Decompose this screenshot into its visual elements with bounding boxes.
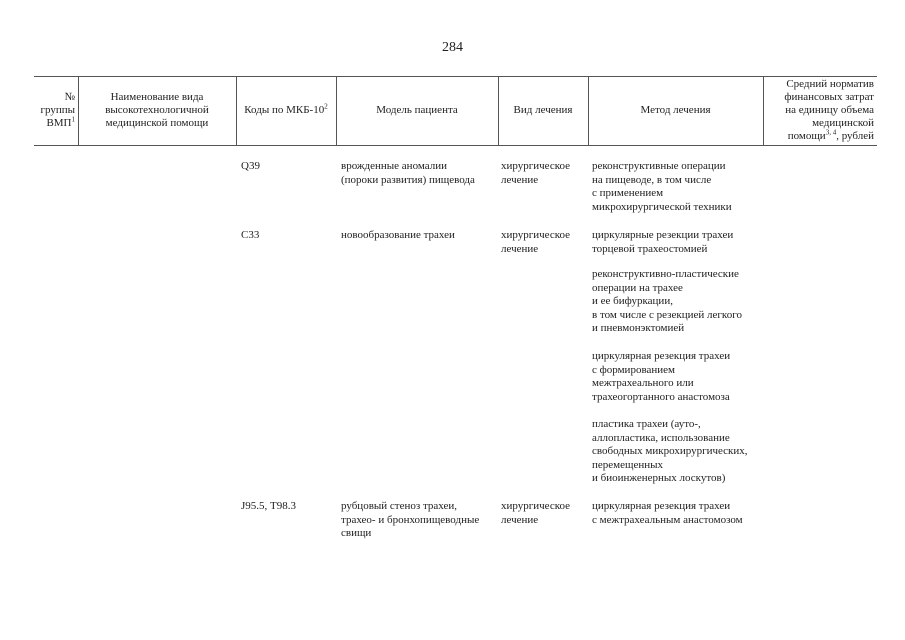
- header-treatment-type: [498, 76, 588, 145]
- row-3-method-1: циркулярная резекция трахеи с межтрахеальным анастомозом: [592, 500, 743, 526]
- header-patient-model: [336, 76, 498, 145]
- row-2-patient-model: новообразование трахеи: [341, 229, 455, 241]
- header-treatment-method-text: Метод лечения: [640, 104, 711, 116]
- row-3-treatment-type: хирургическое лечение: [501, 500, 571, 526]
- row-1-code: Q39: [241, 160, 260, 172]
- row-2-code: С33: [241, 229, 260, 241]
- row-1-method-1: реконструктивные операции на пищеводе, в том числе с применением микрохирургической техники: [592, 160, 732, 213]
- row-2-method-4: пластика трахеи (ауто-, аллопластика, использование свободных микрохирургических, перемещенных и биоинженерных лоскутов): [592, 418, 748, 485]
- row-2-method-3: циркулярная резекция трахеи с формированием межтрахеального или трахеогортанного анастомоза: [592, 350, 731, 403]
- row-3-code: J95.5, Т98.3: [241, 500, 296, 512]
- header-treatment-type-text: Вид лечения: [513, 104, 573, 116]
- header-cost-standard-unit: , рублей: [836, 130, 874, 142]
- row-1-patient-model: врожденные аномалии (пороки развития) пищевода: [341, 160, 475, 186]
- header-icd-codes: [236, 76, 336, 145]
- header-care-type: [78, 76, 236, 145]
- row-2-method-2: реконструктивно-пластические операции на трахее и ее бифуркации, в том числе с резекцией легкого и пневмонэктомией: [592, 268, 742, 335]
- footnote-2: 2: [324, 102, 328, 111]
- row-2-method-1: циркулярные резекции трахеи торцевой трахеостомией: [592, 229, 734, 255]
- header-care-type-text: Наименование вида высокотехнологичной медицинской помощи: [105, 91, 209, 129]
- footnote-3-4: 3, 4: [825, 128, 837, 137]
- row-3-patient-model: рубцовый стеноз трахеи, трахео- и бронхопищеводные свищи: [341, 500, 480, 540]
- header-group-number: [34, 76, 78, 145]
- footnote-1: 1: [71, 115, 75, 124]
- row-1-treatment-type: хирургическое лечение: [501, 160, 571, 186]
- page-number: 284: [442, 40, 463, 55]
- header-group-number-text: № группы ВМП: [40, 91, 75, 129]
- header-patient-model-text: Модель пациента: [376, 104, 458, 116]
- header-cost-standard: [763, 76, 877, 145]
- header-cost-standard-text: Средний норматив финансовых затрат на единицу объема медицинской помощи: [784, 78, 874, 142]
- header-treatment-method: [588, 76, 763, 145]
- table-header-bottom-border: [34, 145, 877, 146]
- header-icd-codes-text: Коды по МКБ-10: [244, 104, 325, 116]
- row-2-treatment-type: хирургическое лечение: [501, 229, 571, 255]
